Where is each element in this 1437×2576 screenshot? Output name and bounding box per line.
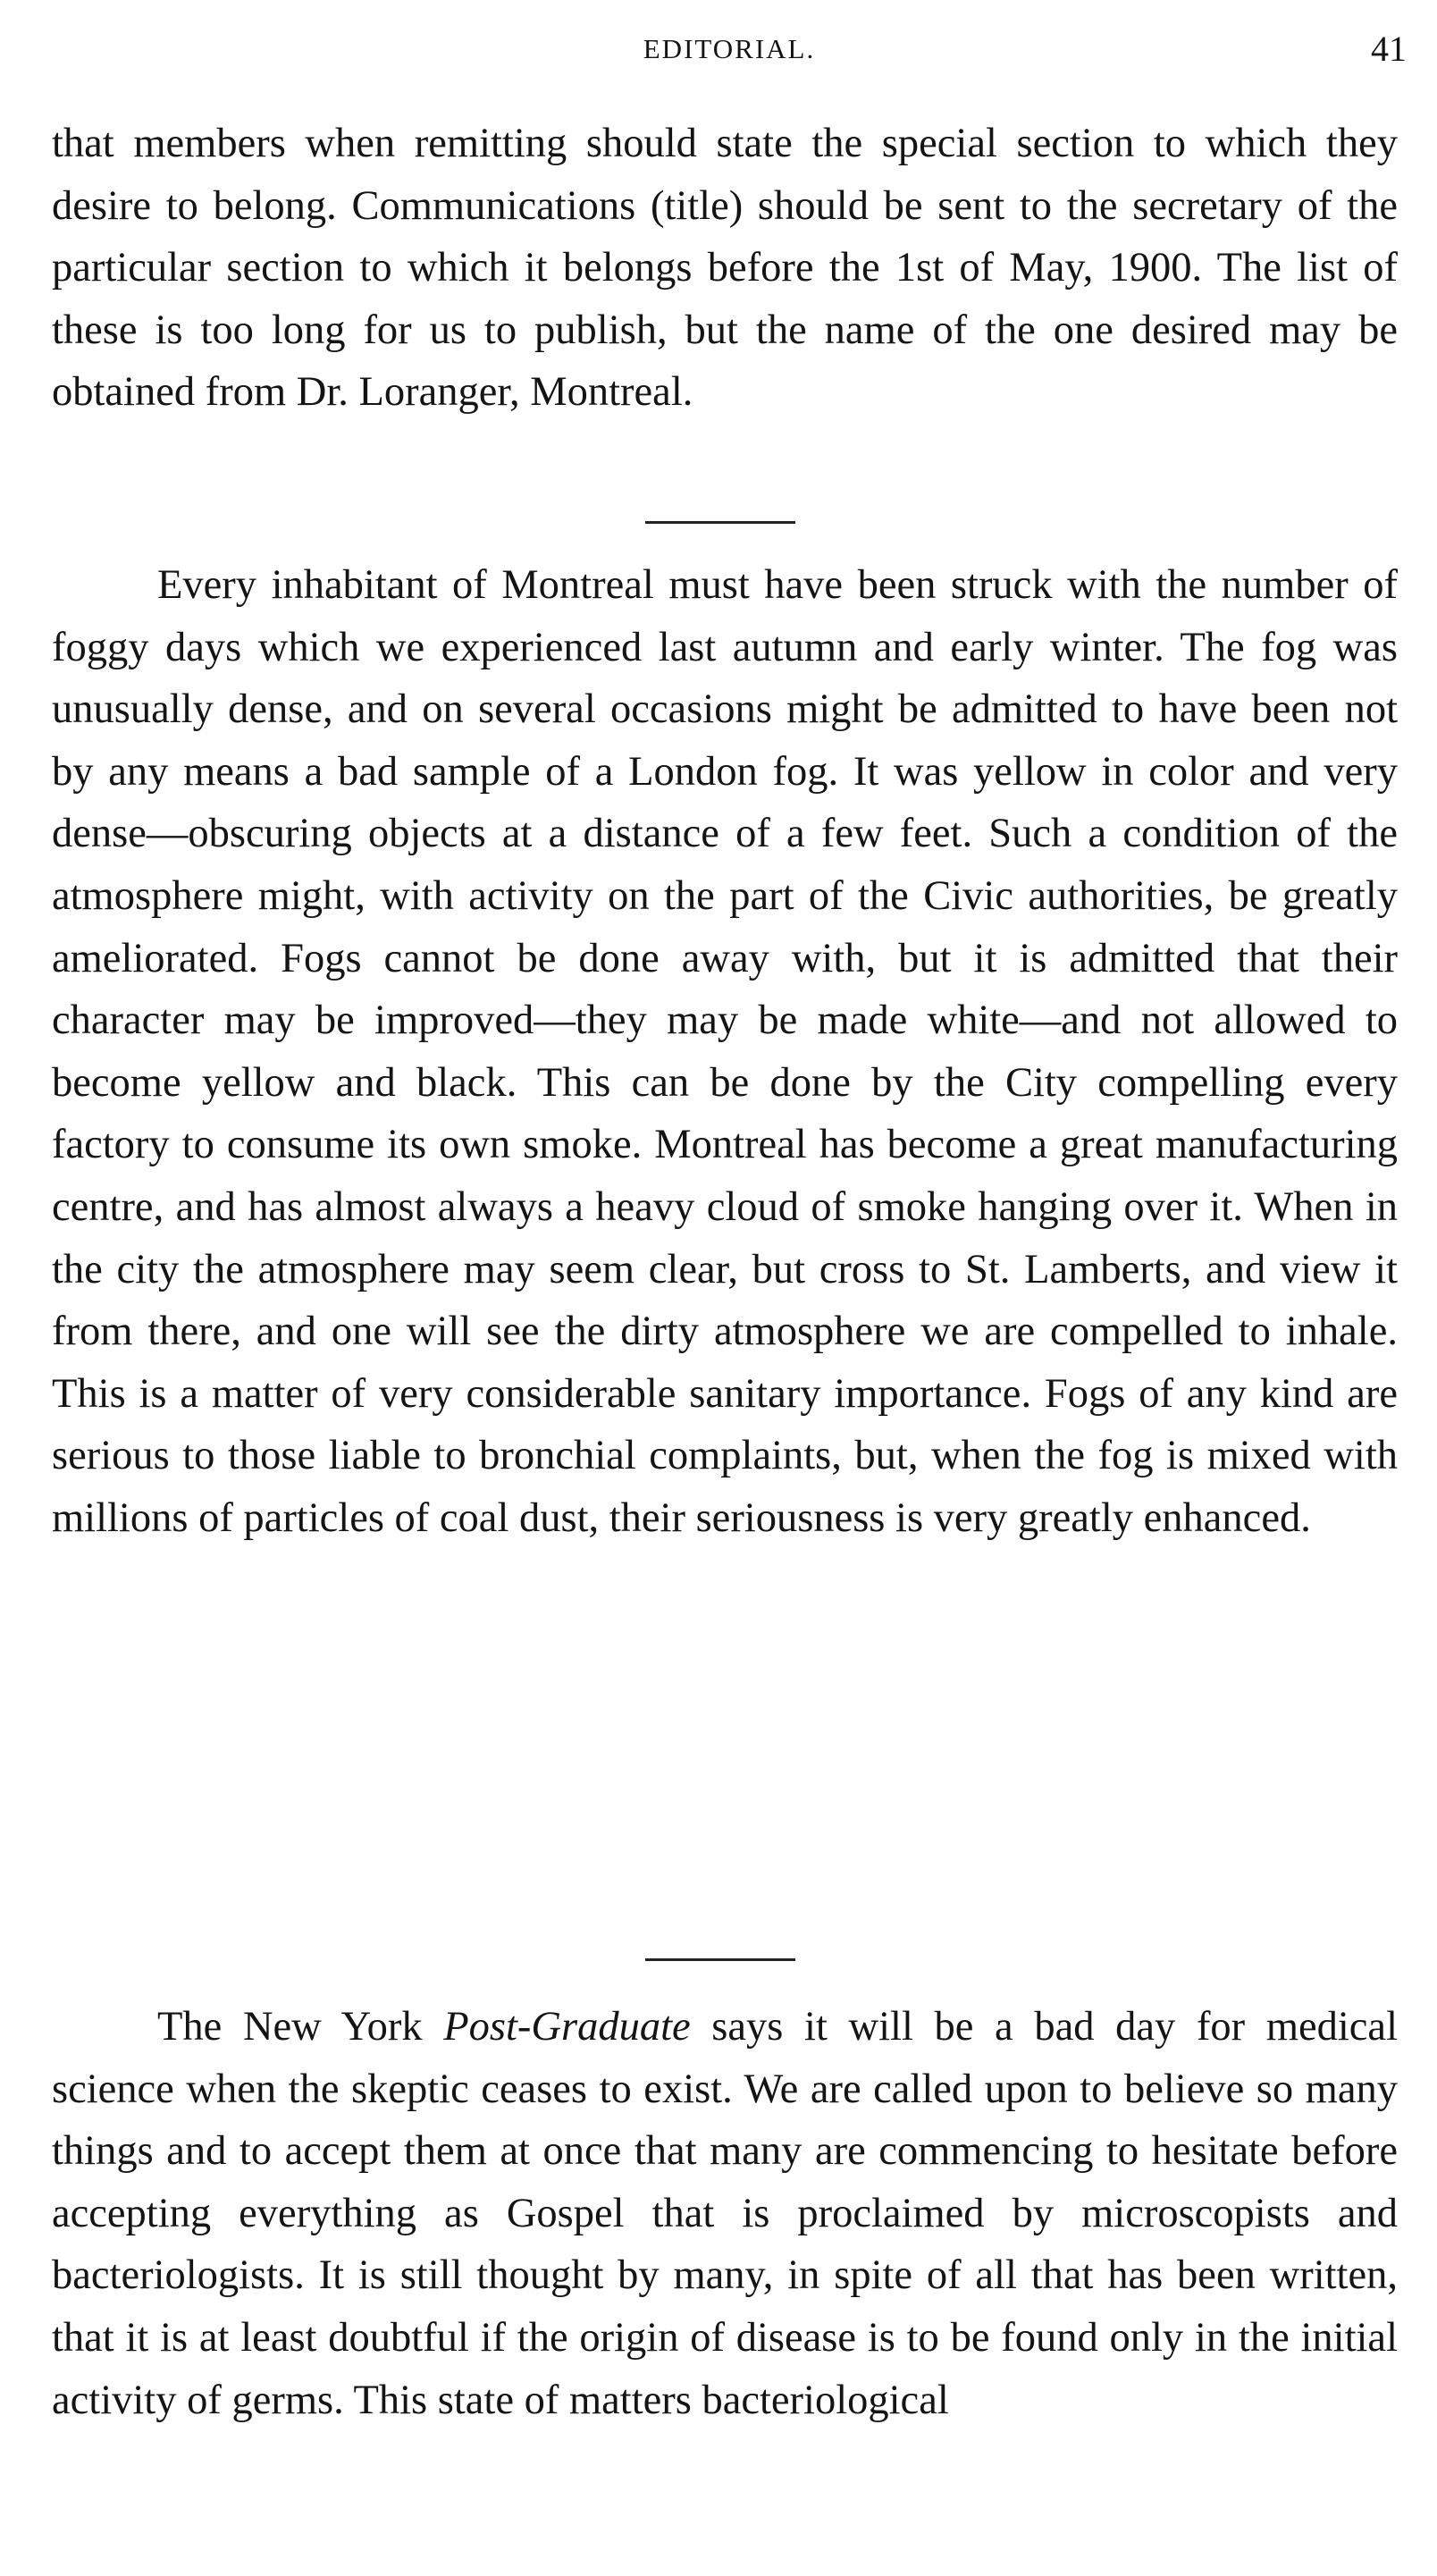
page-number: 41 [1371,29,1407,69]
paragraph-text-start: The New York [157,2004,444,2050]
paragraph-continued [52,113,1398,424]
paragraph-post-graduate [52,1996,1398,2431]
section-divider [645,521,795,524]
paragraph-text: that members when remitting should state the special section to which they desire to belong. Communications (title) should be sent to the secretary of the particular section to which it belongs before the 1st of May, 1900. The list of these is too long for us to publish, but the name of the one desired may be obtained from Dr. Loranger, Montreal. [52,121,1398,416]
paragraph-text-end: says it will be a bad day for medical science when the skeptic ceases to exist. We are called upon to believe so many things and to accept them at once that many are commencing to hesitate before accepting everything as Gospel that is proclaimed by microscopists and bacteriologists. It is still thought by many, in spite of all that has been written, that it is at least doubtful if the origin of disease is to be found only in the initial activity of germs. This state of matters bacteriological [52,2004,1398,2423]
paragraph-montreal-fog [52,554,1398,1550]
running-header [52,27,1407,72]
paragraph-text [52,1996,1398,2431]
paragraph-text: Every inhabitant of Montreal must have been struck with the number of foggy days which we experienced last autumn and early winter. The fog was unusually dense, and on several occasions might be admitted to have been not by any means a bad sample of a London fog. It was yellow in color and very dense—obscuring objects at a distance of a few feet. Such a condition of the atmosphere might, with activity on the part of the Civic authorities, be greatly ameliorated. Fogs cannot be done away with, but it is admitted that their character may be improved—they may be made white—and not allowed to become yellow and black. This can be done by the City compelling every factory to consume its own smoke. Montreal has become a great manufacturing centre, and has almost always a heavy cloud of smoke hanging over it. When in the city the atmosphere may seem clear, but cross to St. Lamberts, and view it from there, and one will see the dirty atmosphere we are compelled to inhale. This is a matter of very considerable sanitary importance. Fogs of any kind are serious to those liable to bronchial complaints, but, when the fog is mixed with millions of particles of coal dust, their seriousness is very greatly enhanced. [52,562,1398,1541]
section-divider [645,1958,795,1961]
journal-title-emphasis: Post-Graduate [443,2004,691,2050]
running-title: EDITORIAL. [643,33,816,64]
